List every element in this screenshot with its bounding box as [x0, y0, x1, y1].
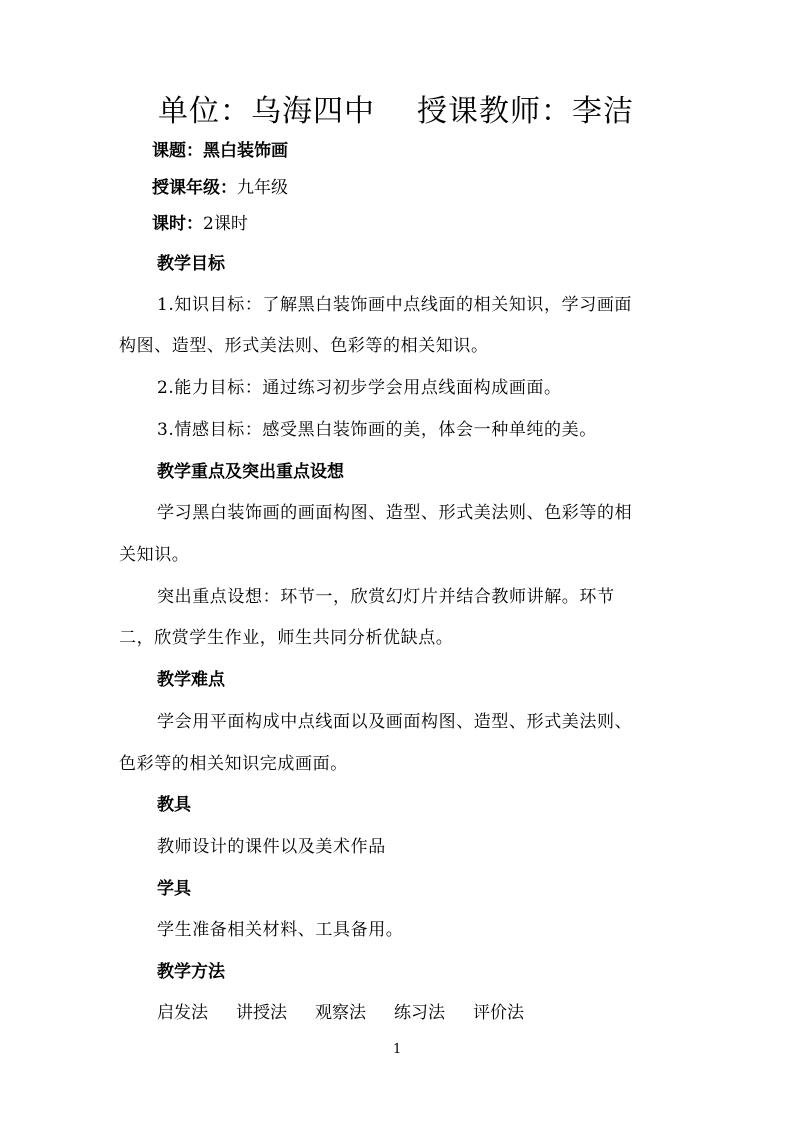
- school-unit: 单位：乌海四中: [158, 94, 375, 129]
- key-points-p2-line-1: 突出重点设想：环节一，欣赏幻灯片并结合教师讲解。环节: [157, 587, 615, 607]
- topic-value: 黑白装饰画: [203, 141, 288, 161]
- goal-1-line-2: 构图、造型、形式美法则、色彩等的相关知识。: [119, 336, 489, 356]
- goals-heading: 教学目标: [157, 254, 225, 274]
- teacher-name: 授课教师：李洁: [417, 94, 634, 129]
- grade-line: [152, 173, 288, 198]
- hours-value: 2课时: [203, 214, 248, 234]
- key-points-p1-line-1: 学习黑白装饰画的画面构图、造型、形式美法则、色彩等的相: [157, 503, 633, 523]
- grade-value: 九年级: [237, 178, 288, 198]
- methods-heading: 教学方法: [157, 962, 225, 982]
- goal-1-line-1: 1.知识目标：了解黑白装饰画中点线面的相关知识，学习画面: [157, 295, 633, 315]
- student-tools-text: 学生准备相关材料、工具备用。: [157, 920, 404, 940]
- grade-label: 授课年级：: [152, 178, 237, 198]
- teaching-aids-heading: 教具: [157, 795, 191, 815]
- methods-list: [157, 998, 552, 1023]
- method-item: 讲授法: [236, 1003, 287, 1023]
- goal-2: 2.能力目标：通过练习初步学会用点线面构成画面。: [157, 378, 562, 398]
- difficulty-line-1: 学会用平面构成中点线面以及画面构图、造型、形式美法则、: [157, 712, 633, 732]
- key-points-heading: 教学重点及突出重点设想: [157, 462, 344, 482]
- teaching-aids-text: 教师设计的课件以及美术作品: [157, 837, 386, 857]
- difficulty-line-2: 色彩等的相关知识完成画面。: [119, 754, 348, 774]
- method-item: 启发法: [157, 1003, 208, 1023]
- method-item: 评价法: [473, 1003, 524, 1023]
- hours-line: [152, 209, 248, 234]
- method-item: 观察法: [315, 1003, 366, 1023]
- goal-3: 3.情感目标：感受黑白装饰画的美，体会一种单纯的美。: [157, 420, 597, 440]
- topic-line: [152, 136, 288, 161]
- key-points-p1-line-2: 关知识。: [119, 545, 190, 565]
- topic-label: 课题：: [152, 141, 203, 161]
- student-tools-heading: 学具: [157, 879, 191, 899]
- method-item: 练习法: [394, 1003, 445, 1023]
- page-header: [158, 86, 634, 130]
- page-number: 1: [393, 1042, 402, 1057]
- difficulty-heading: 教学难点: [157, 670, 225, 690]
- key-points-p2-line-2: 二，欣赏学生作业，师生共同分析优缺点。: [119, 628, 454, 648]
- hours-label: 课时：: [152, 214, 203, 234]
